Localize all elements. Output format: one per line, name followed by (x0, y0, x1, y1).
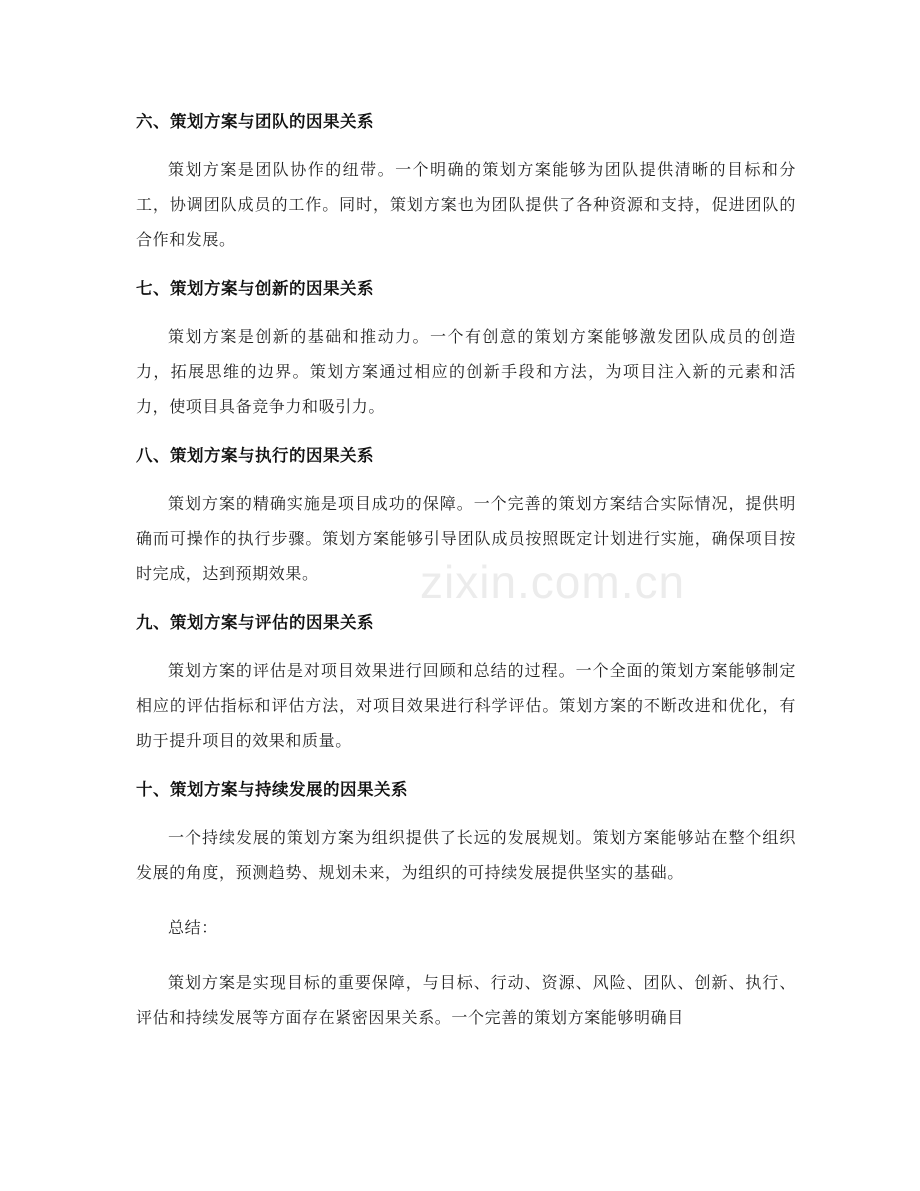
section-paragraph: 策划方案的评估是对项目效果进行回顾和总结的过程。一个全面的策划方案能够制定相应的评估指标和评估方法，对项目效果进行科学评估。策划方案的不断改进和优化，有助于提升项目的效果和质量。 (136, 661, 796, 750)
section-paragraph: 一个持续发展的策划方案为组织提供了长远的发展规划。策划方案能够站在整个组织发展的角度，预测趋势、规划未来，为组织的可持续发展提供坚实的基础。 (136, 828, 796, 882)
section-summary (136, 910, 796, 1035)
document-content (136, 100, 796, 1055)
section-heading: 六、策划方案与团队的因果关系 (136, 112, 374, 131)
section-paragraph: 策划方案的精确实施是项目成功的保障。一个完善的策划方案结合实际情况，提供明确而可操作的执行步骤。策划方案能够引导团队成员按照既定计划进行实施，确保项目按时完成，达到预期效果。 (136, 494, 796, 583)
section-paragraph: 策划方案是团队协作的纽带。一个明确的策划方案能够为团队提供清晰的目标和分工，协调团队成员的工作。同时，策划方案也为团队提供了各种资源和支持，促进团队的合作和发展。 (136, 160, 796, 249)
section-sustainability (136, 778, 796, 890)
section-evaluation (136, 611, 796, 758)
section-execution (136, 444, 796, 591)
section-heading: 八、策划方案与执行的因果关系 (136, 446, 374, 465)
watermark: zixin.com.cn (420, 556, 686, 608)
section-heading: 九、策划方案与评估的因果关系 (136, 613, 374, 632)
section-heading: 十、策划方案与持续发展的因果关系 (136, 780, 408, 799)
section-heading: 七、策划方案与创新的因果关系 (136, 279, 374, 298)
summary-paragraph: 策划方案是实现目标的重要保障，与目标、行动、资源、风险、团队、创新、执行、评估和持续发展等方面存在紧密因果关系。一个完善的策划方案能够明确目 (136, 973, 796, 1027)
section-paragraph: 策划方案是创新的基础和推动力。一个有创意的策划方案能够激发团队成员的创造力，拓展思维的边界。策划方案通过相应的创新手段和方法，为项目注入新的元素和活力，使项目具备竞争力和吸引力。 (136, 327, 796, 416)
section-team (136, 110, 796, 257)
section-innovation (136, 277, 796, 424)
summary-label: 总结： (168, 918, 218, 937)
